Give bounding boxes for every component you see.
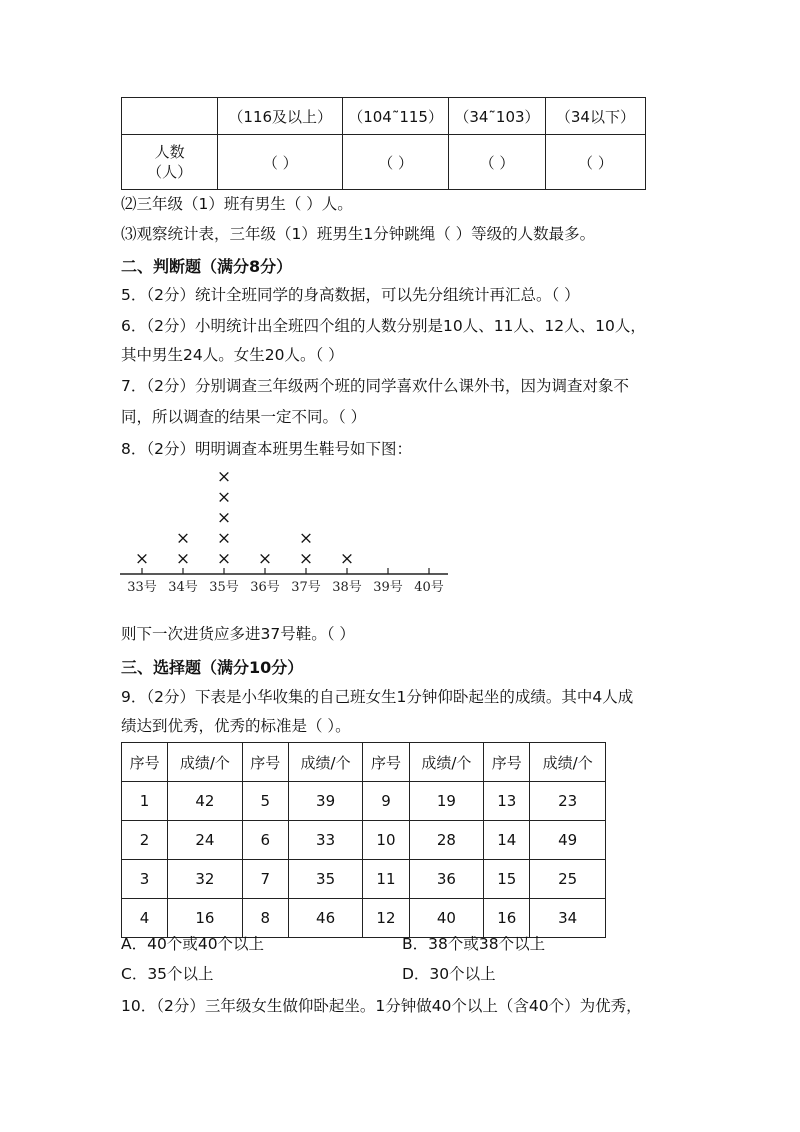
question-7-line2: 同，所以调查的结果一定不同。（ ） (121, 408, 367, 426)
plot-tick-label: 39号 (373, 580, 403, 595)
table2-header-cell: 序号 (484, 743, 530, 782)
plot-x-mark: × (257, 549, 273, 569)
table1-blank-cell: （ ） (449, 135, 546, 190)
table2-cell: 35 (288, 860, 363, 899)
table2-cell: 36 (409, 860, 484, 899)
plot-tick-label: 37号 (291, 580, 321, 595)
option-b: B．38个或38个以上 (402, 935, 546, 953)
question-5: 5．（2分）统计全班同学的身高数据，可以先分组统计再汇总。（ ） (121, 286, 580, 304)
table2-cell: 4 (122, 899, 168, 938)
plot-x-mark: × (216, 467, 232, 487)
plot-tick-label: 36号 (250, 580, 280, 595)
table2-cell: 23 (530, 782, 606, 821)
table2-cell: 13 (484, 782, 530, 821)
table2-cell: 15 (484, 860, 530, 899)
table2-cell: 25 (530, 860, 606, 899)
plot-tick-label: 40号 (414, 580, 444, 595)
table1-blank-cell: （ ） (218, 135, 343, 190)
plot-tick-label: 34号 (168, 580, 198, 595)
table2-header-cell: 序号 (363, 743, 409, 782)
plot-x-mark: × (216, 528, 232, 549)
section-2-title: 二、判断题（满分8分） (121, 257, 293, 276)
question-7-line1: 7．（2分）分别调查三年级两个班的同学喜欢什么课外书，因为调查对象不 (121, 377, 629, 395)
table2-cell: 46 (288, 899, 363, 938)
table1-header-cell: （116及以上） (218, 98, 343, 135)
plot-mark-group (135, 467, 354, 569)
option-c: C．35个以上 (121, 965, 214, 983)
table2-header-cell: 成绩/个 (288, 743, 363, 782)
table2-header-cell: 成绩/个 (168, 743, 243, 782)
table2-cell: 8 (242, 899, 288, 938)
table2-cell: 34 (530, 899, 606, 938)
table2-cell: 7 (242, 860, 288, 899)
section-3-title: 三、选择题（满分10分） (121, 658, 304, 677)
plot-tick-label: 35号 (209, 580, 239, 595)
question-8: 8．（2分）明明调查本班男生鞋号如下图： (121, 440, 412, 458)
table2-row (122, 821, 606, 860)
plot-label-group (127, 580, 444, 595)
question-9-line2: 绩达到优秀，优秀的标准是（ ）。 (121, 717, 351, 735)
table2-cell: 32 (168, 860, 243, 899)
row-label-line2: （人） (147, 163, 193, 181)
table1-blank-cell: （ ） (545, 135, 645, 190)
table2-cell: 16 (168, 899, 243, 938)
table2-cell: 11 (363, 860, 409, 899)
question-9-line1: 9．（2分）下表是小华收集的自己班女生1分钟仰卧起坐的成绩。其中4人成 (121, 688, 634, 706)
plot-x-mark: × (298, 549, 314, 569)
table2-row (122, 782, 606, 821)
table2-cell: 19 (409, 782, 484, 821)
table2-cell: 12 (363, 899, 409, 938)
table2-cell: 14 (484, 821, 530, 860)
table2-cell: 28 (409, 821, 484, 860)
jump-rope-grade-table (121, 97, 646, 190)
table2-cell: 24 (168, 821, 243, 860)
table2-cell: 3 (122, 860, 168, 899)
table2-cell: 5 (242, 782, 288, 821)
option-a: A．40个或40个以上 (121, 935, 265, 953)
table2-header-cell: 成绩/个 (530, 743, 606, 782)
table2-cell: 2 (122, 821, 168, 860)
question-sub-3: ⑶观察统计表，三年级（1）班男生1分钟跳绳（ ）等级的人数最多。 (121, 225, 596, 243)
table2-header-cell: 序号 (122, 743, 168, 782)
table2-row (122, 899, 606, 938)
plot-x-mark: × (216, 508, 232, 528)
table2-cell: 10 (363, 821, 409, 860)
table1-header-cell: （34以下） (545, 98, 645, 135)
table2-cell: 16 (484, 899, 530, 938)
plot-x-mark: × (175, 528, 191, 549)
table1-blank-cell: （ ） (343, 135, 449, 190)
plot-x-mark: × (216, 549, 232, 569)
question-6-line2: 其中男生24人。女生20人。（ ） (121, 346, 344, 364)
table2-header-cell: 成绩/个 (409, 743, 484, 782)
plot-tick-label: 38号 (332, 580, 362, 595)
table2-cell: 42 (168, 782, 243, 821)
option-d: D．30个以上 (402, 965, 496, 983)
table2-cell: 39 (288, 782, 363, 821)
table1-corner-cell (122, 98, 218, 135)
table2-cell: 33 (288, 821, 363, 860)
question-8-statement: 则下一次进货应多进37号鞋。（ ） (121, 625, 355, 643)
plot-x-mark: × (298, 528, 314, 549)
table1-header-cell: （104˜115） (343, 98, 449, 135)
plot-x-mark: × (216, 487, 232, 508)
row-label-line1: 人数 (154, 143, 185, 161)
shoe-size-line-plot (118, 462, 458, 602)
question-sub-2: ⑵三年级（1）班有男生（ ）人。 (121, 195, 353, 213)
question-6-line1: 6．（2分）小明统计出全班四个组的人数分别是10人、11人、12人、10人， (121, 317, 646, 335)
plot-x-mark: × (134, 549, 150, 569)
table1-row-label (122, 135, 218, 190)
table2-header-row (122, 743, 606, 782)
table2-cell: 40 (409, 899, 484, 938)
table2-cell: 1 (122, 782, 168, 821)
table2-cell: 49 (530, 821, 606, 860)
table2-cell: 6 (242, 821, 288, 860)
plot-x-mark: × (339, 549, 355, 569)
table2-cell: 9 (363, 782, 409, 821)
plot-x-mark: × (175, 549, 191, 569)
table2-header-cell: 序号 (242, 743, 288, 782)
situp-score-table (121, 742, 606, 938)
plot-tick-label: 33号 (127, 580, 157, 595)
table2-row (122, 860, 606, 899)
question-10: 10．（2分）三年级女生做仰卧起坐。1分钟做40个以上（含40个）为优秀， (121, 997, 642, 1015)
table1-header-cell: （34˜103） (449, 98, 546, 135)
